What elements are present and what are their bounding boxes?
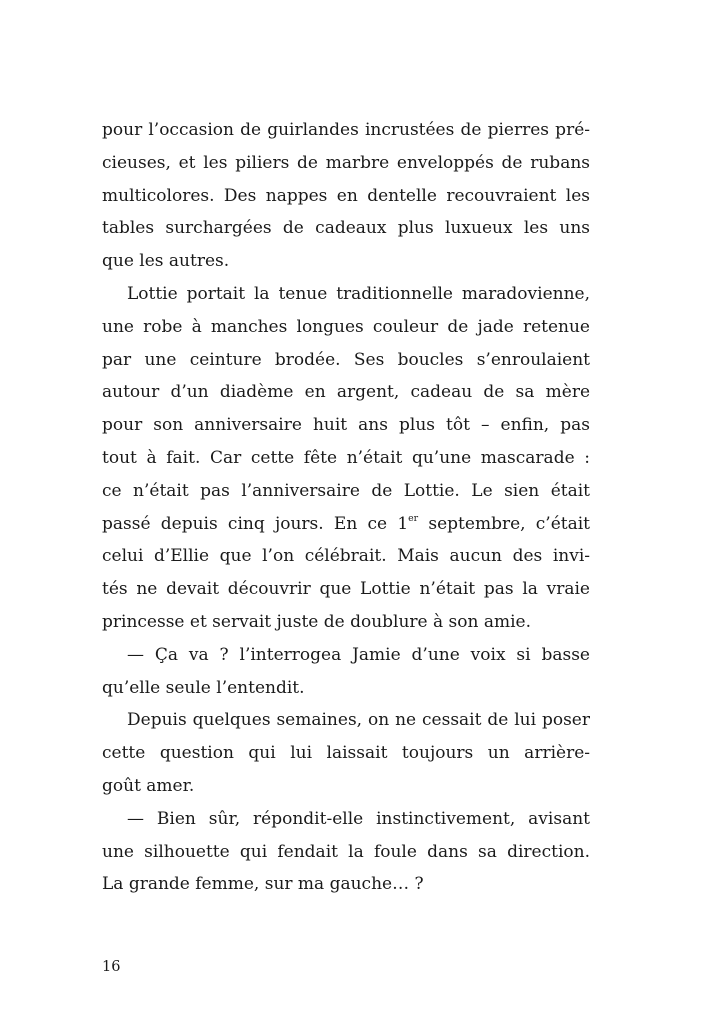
text-line: celui d’Ellie que l’on célébrait. Mais aucun des invi- [102, 546, 590, 567]
text-line: tables surchargées de cadeaux plus luxueux les uns [102, 218, 590, 239]
text-line: Lottie portait la tenue traditionnelle maradovienne, [127, 283, 590, 304]
text-line: cieuses, et les piliers de marbre enveloppés de rubans [102, 152, 590, 173]
text-line: autour d’un diadème en argent, cadeau de sa mère [102, 382, 590, 403]
text-line: — Bien sûr, répondit-elle instinctivement, avisant [127, 808, 590, 829]
text-line: qu’elle seule l’entendit. [102, 677, 305, 698]
text-line: ce n’était pas l’anniversaire de Lottie. Le sien était [102, 480, 590, 501]
text-line: La grande femme, sur ma gauche… ? [102, 874, 424, 895]
text-line: tout à fait. Car cette fête n’était qu’une mascarade : [102, 447, 590, 468]
body-text [102, 114, 590, 901]
text-line: pour son anniversaire huit ans plus tôt – enfin, pas [102, 415, 590, 436]
text-line: tés ne devait découvrir que Lottie n’était pas la vraie [102, 579, 590, 600]
text-line: une silhouette qui fendait la foule dans sa direction. [102, 841, 590, 862]
text-line: que les autres. [102, 251, 230, 272]
text-line: Depuis quelques semaines, on ne cessait de lui poser [127, 710, 590, 731]
text-line: — Ça va ? l’interrogea Jamie d’une voix si basse [127, 644, 590, 665]
text-line [102, 508, 590, 541]
text-segment: passé depuis cinq jours. En ce 1 [102, 513, 409, 534]
text-line: une robe à manches longues couleur de jade retenue [102, 316, 590, 337]
text-line: par une ceinture brodée. Ses boucles s’enroulaient [102, 349, 590, 370]
text-line: multicolores. Des nappes en dentelle recouvraient les [102, 185, 590, 206]
text-line: goût amer. [102, 775, 195, 796]
text-line: princesse et servait juste de doublure à son amie. [102, 611, 532, 632]
ordinal-superscript: er [408, 512, 419, 524]
text-line: pour l’occasion de guirlandes incrustées de pierres pré- [102, 120, 590, 140]
page-number: 16 [102, 959, 121, 975]
text-segment: septembre, c’était [418, 513, 591, 534]
text-line: cette question qui lui laissait toujours un arrière- [102, 743, 590, 764]
